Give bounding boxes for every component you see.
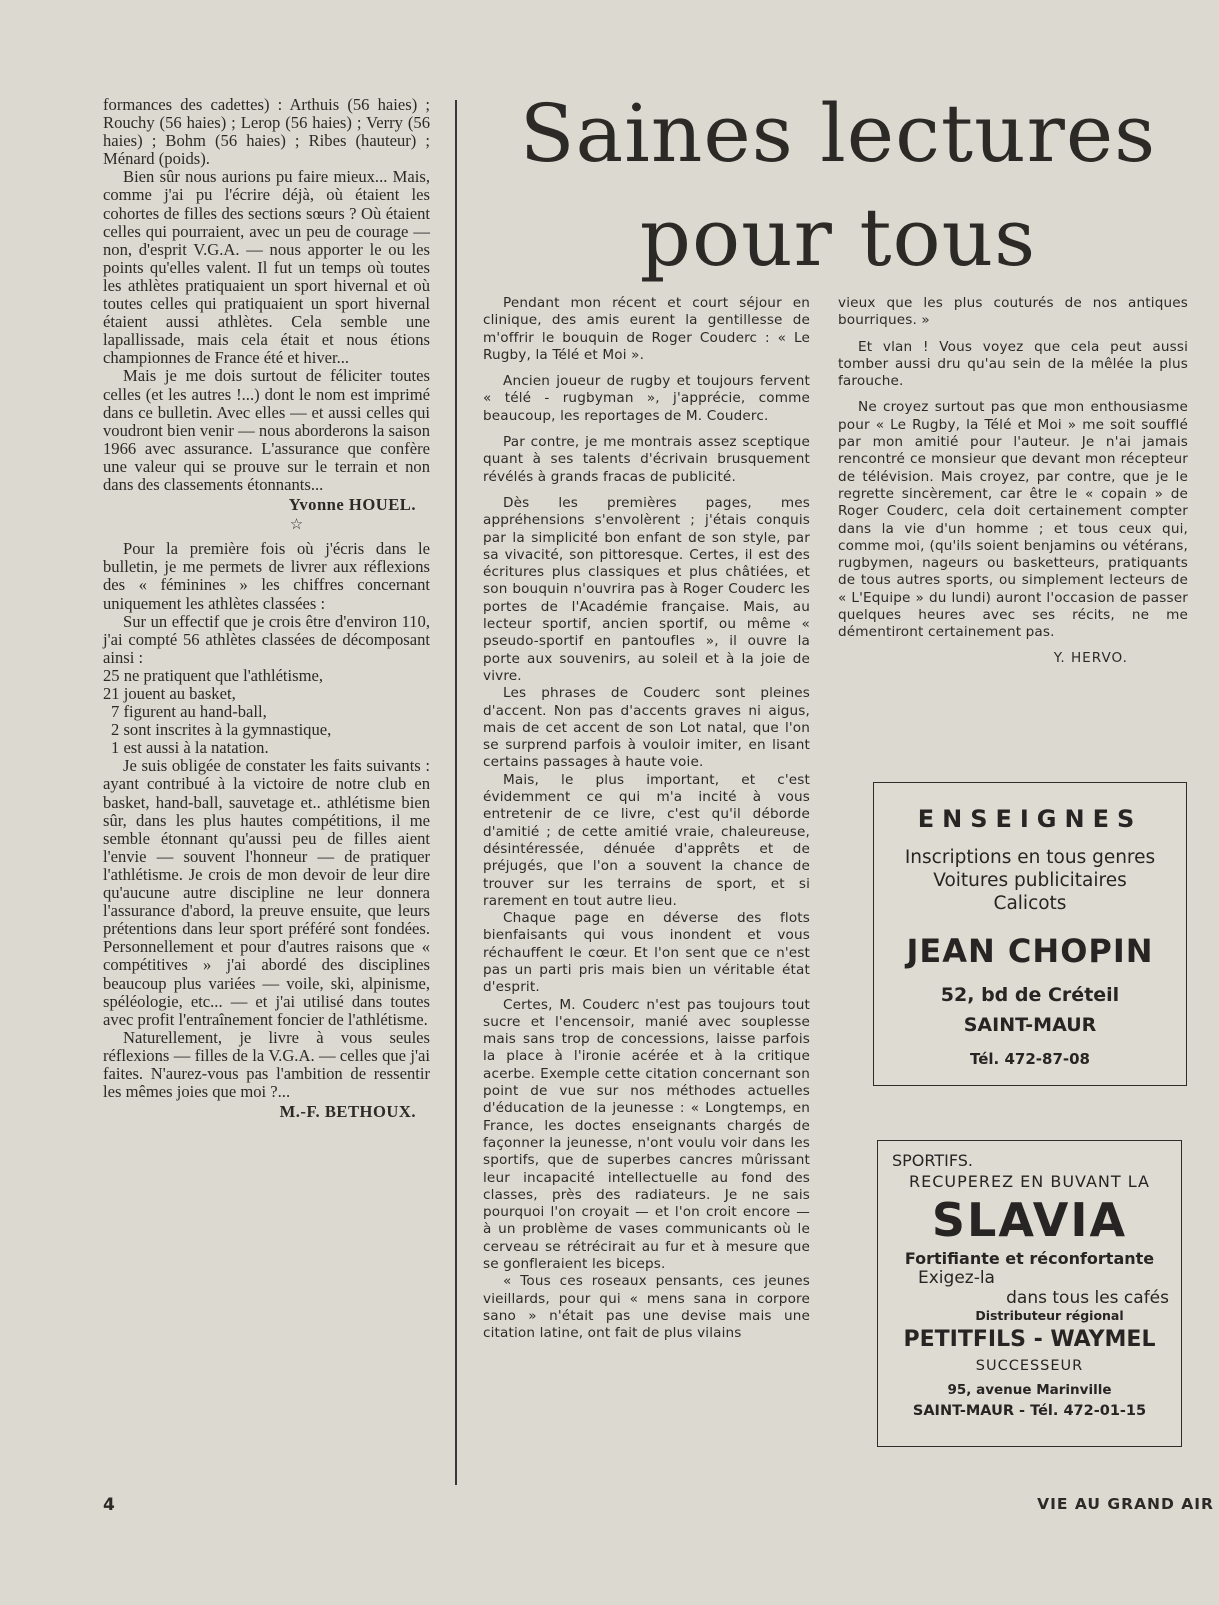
ad-address: 95, avenue Marinville [947,1382,1112,1398]
page-number: 4 [103,1495,115,1515]
list-item: 2 sont inscrites à la gymnastique, [111,720,332,740]
ad-distributor: Distributeur régional [975,1308,1124,1323]
ad-tagline: Fortifiante et réconfortante [904,1249,1155,1268]
paragraph: Bien sûr nous aurions pu faire mieux... Mais, comme j'ai pu l'écrire déjà, où étaient les cohortes de filles des sections sœurs ? Où étaient celles qui pourraient, avec un peu de courage — non, d'esprit V.G.A. — nous apporter le ou les points qu'elles valent. Il fut un temps où toutes les athlètes pratiquaient un sport hivernal et où toutes celles qui pratiquaient un sport hivernal étaient aussi athlètes. Cela semble une lapallissade, mais cela était et nous étions championnes de France été et hiver... [103,167,430,368]
article-column-middle [483,295,810,1343]
signature-hervo: Y. HERVO. [1053,649,1128,666]
title-line: Saines lectures [519,87,1157,180]
paragraph: vieux que les plus couturés de nos antiques bourriques. » [838,295,1188,329]
paragraph: Par contre, je me montrais assez sceptique quant à ses talents d'écrivain brusquement révélés à grands fracas de publicité. [483,434,810,485]
paragraph: Pendant mon récent et court séjour en clinique, des amis eurent la gentillesse de m'offrir le bouquin de Roger Couderc : « Le Rugby, la Télé et Moi ». [483,295,810,363]
ad-text: Inscriptions en tous genres [904,847,1156,868]
paragraph: Les phrases de Couderc sont pleines d'accent. Non pas d'accents graves ni aigus, mais de cet accent de son Lot natal, que l'on se surprend parfois à vouloir imiter, en lisant certains passages à haute voie. [483,685,810,771]
ad-company-name: PETITFILS - WAYMEL [903,1327,1156,1352]
paragraph: Mais je me dois surtout de féliciter toutes celles (et les autres !...) dont le nom est imprimé dans ce bulletin. Avec elles — et aussi celles qui voudront bien venir — nous aborderons la saison 1966 avec assurance. L'assurance que confère une valeur qui se prouve sur le terrain et non dans des classements étonnants... [103,366,430,494]
ad-city-phone: SAINT-MAUR - Tél. 472-01-15 [912,1403,1147,1419]
title-line: pour tous [639,191,1037,284]
ad-company-name: JEAN CHOPIN [906,932,1154,970]
paragraph: Naturellement, je livre à vous seules réflexions — filles de la V.G.A. — celles que j'ai faites. N'aurez-vous pas l'ambition de ressentir les mêmes joies que moi ?... [103,1027,430,1102]
column-divider [455,100,457,1485]
paragraph: Certes, M. Couderc n'est pas toujours tout sucre et l'encensoir, manié avec souplesse mais sans trop de concessions, laisse parfois la place à l'ironie acérée et à la critique acerbe. Exemple cette citation concernant son point de vue sur nos méthodes actuelles d'éducation de la jeunesse : « Longtemps, en France, les doctes enseignants chargés de façonner la jeunesse, n'ont voulu voir dans les sportifs, que de superbes cancres mûrissant leur incapacité intellectuelle au fond des classes, près des radiateurs. Je ne sais pourquoi l'on croyait — et l'on croit encore — à un problème de vases communicants où le cerveau se rétrécirait au fur et à mesure que se gonfleraient les biceps. [483,996,810,1273]
ad-text: RECUPEREZ EN BUVANT LA [909,1172,1150,1191]
list-item: 7 figurent au hand-ball, [111,702,267,722]
paragraph: « Tous ces roseaux pensants, ces jeunes vieillards, pour qui « mens sana in corpore sano » n'était pas une devise mais une citation latine, ont fait de plus vilains [483,1273,810,1342]
list-item: 25 ne pratiquent que l'athlétisme, [103,665,324,685]
paragraph: Ne croyez surtout pas que mon enthousiasme pour « Le Rugby, la Télé et Moi » me soit soufflé par mon amitié pour l'auteur. Je n'ai jamais rencontré ce monsieur que devant mon récepteur de télévision. Mais croyez, par contre, que je le regrette sincèrement, car être le « copain » de Roger Couderc, cela doit certainement compter dans la vie d'un homme ; et tous ceux qui, comme moi, (qu'ils soient benjamins ou vétérans, rugbymen, nageurs ou basketteurs, pratiquants de tous autres sports, ou simplement lecteurs de « L'Equipe » du lundi) auront l'occasion de passer quelques heures avec ses récits, ne me démentiront certainement pas. [838,399,1188,641]
article-title [478,82,1198,290]
paragraph: Et vlan ! Vous voyez que cela peut aussi tomber aussi dru qu'au sein de la mêlée la plus farouche. [838,338,1188,390]
advertisement-slavia [877,1140,1182,1447]
paragraph: Je suis obligée de constater les faits suivants : ayant contribué à la victoire de notre club en basket, hand-ball, sauvetage et.. athlétisme bien sûr, dans les plus hautes compétitions, il me semble étonnant qu'aussi peu de filles aient l'envie — souvent l'honneur — de pratiquer l'athlétisme. Je crois de mon devoir de leur dire qu'aucune autre discipline ne leur donnera l'assurance d'abord, la preuve ensuite, que leurs prétentions dans leur sport préféré sont fondées. Personnellement et pour d'autres raisons que « compétitives » j'ai abordé des disciplines beaucoup plus variées — voile, ski, alpinisme, spéléologie, etc... — et j'ai utilisé dans toutes avec profit l'entraînement foncier de l'athlétisme. [103,756,430,1029]
article-column-right [838,295,1188,667]
ad-text: Exigez-la [918,1268,995,1288]
star-separator: ☆ [289,517,304,534]
ad-text: SPORTIFS. [892,1151,974,1170]
paragraph: Pour la première fois où j'écris dans le bulletin, je me permets de livrer aux réflexions des « féminines » les chiffres concernant uniquement les athlètes classées : [103,539,430,613]
paragraph: Ancien joueur de rugby et toujours fervent « télé - rugbyman », j'apprécie, comme beaucoup, les reportages de M. Couderc. [483,373,810,424]
ad-heading: ENSEIGNES [917,805,1143,833]
list-item: 1 est aussi à la natation. [111,738,269,758]
magazine-name: VIE AU GRAND AIR [1037,1495,1214,1513]
signature-bethoux: M.-F. BETHOUX. [279,1102,416,1122]
ad-text: Voitures publicitaires [933,870,1127,891]
ad-address: 52, bd de Créteil [940,984,1120,1006]
paragraph: Chaque page en déverse des flots bienfaisants qui vous inondent et vous réchauffent le cœur. Et l'on sent que ce n'est pas un parti pris mais bien un véritable état d'esprit. [483,910,810,996]
left-column [103,96,430,1121]
ad-city: SAINT-MAUR [963,1014,1097,1036]
ad-text: Calicots [993,893,1067,914]
ad-text: dans tous les cafés [1006,1288,1169,1308]
advertisement-enseignes [873,782,1187,1086]
paragraph: Mais, le plus important, et c'est évidemment ce qui m'a incité à vous entretenir de ce livre, c'est qu'il déborde d'amitié ; de cette amitié vraie, chaleureuse, désintéressée, dénuée d'apprêts et de préjugés, que l'on a souvent la chance de trouver sur les terrains de sport, et si rarement en tout autre lieu. [483,771,810,909]
ad-text: SUCCESSEUR [975,1358,1084,1374]
signature-houel: Yvonne HOUEL. [288,495,416,515]
ad-brand: SLAVIA [931,1193,1128,1247]
paragraph: Sur un effectif que je crois être d'environ 110, j'ai compté 56 athlètes classées de décomposant ainsi : [103,611,430,667]
list-item: 21 jouent au basket, [103,684,236,703]
ad-phone: Tél. 472-87-08 [970,1050,1090,1068]
paragraph: formances des cadettes) : Arthuis (56 haies) ; Rouchy (56 haies) ; Lerop (56 haies) ; Verry (56 haies) ; Bohm (56 haies) ; Ribes (hauteur) ; Ménard (poids). [103,95,430,169]
paragraph: Dès les premières pages, mes appréhensions s'envolèrent ; j'étais conquis par la simplicité bon enfant de son style, par sa vivacité, son pittoresque. Certes, il est des écritures plus classiques et plus châtiées, et son bouquin n'ouvrira pas à Roger Couderc les portes de l'Académie française. Mais, au lecteur sportif, ancien sportif, ou même « pseudo-sportif en pantoufles », il ouvre la porte aux souvenirs, au soleil et à la joie de vivre. [483,494,810,684]
